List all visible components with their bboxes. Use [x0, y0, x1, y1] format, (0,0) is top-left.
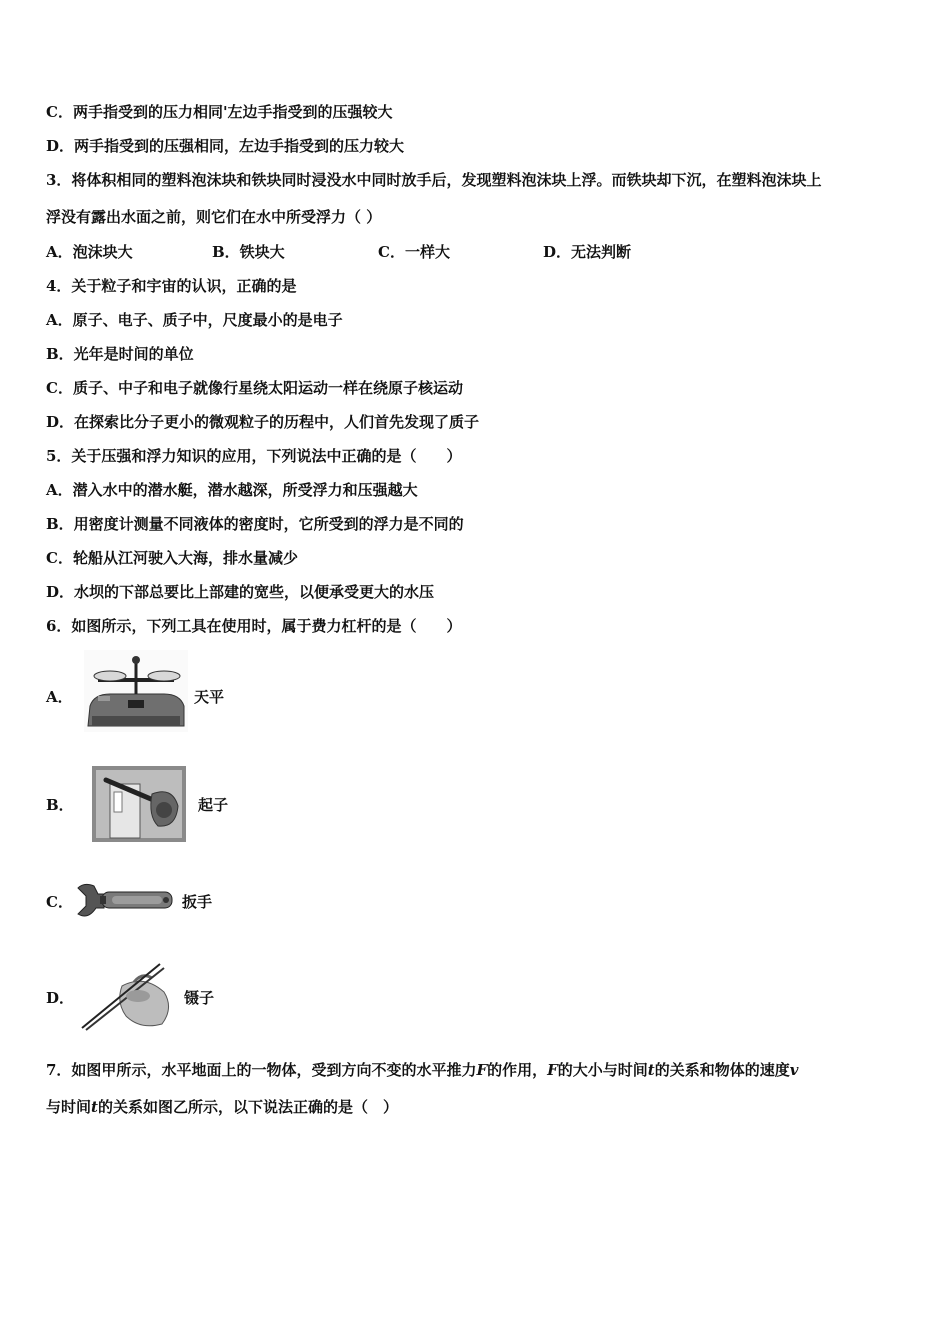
- q6-option-a-name: 天平: [194, 688, 225, 706]
- q7-var-f: F: [476, 1061, 488, 1079]
- balance-scale-photo-icon: [84, 650, 188, 732]
- q7-text-2a: 与时间: [46, 1098, 92, 1116]
- q6-option-c-name: 扳手: [182, 893, 213, 911]
- q4-option-b: B．光年是时间的单位: [46, 345, 194, 363]
- q7-var-f-2: F: [547, 1061, 558, 1079]
- q7-text-1d: 的关系和物体的速度: [654, 1061, 790, 1079]
- q6-option-d-letter: D．: [46, 989, 75, 1007]
- q7-text-1a: 7．如图甲所示，水平地面上的一物体，受到方向不变的水平推力: [46, 1061, 477, 1079]
- q5-option-c: C．轮船从江河驶入大海，排水量减少: [46, 549, 298, 567]
- q6-option-b-name: 起子: [198, 796, 229, 814]
- q3-option-d: D．无法判断: [543, 243, 632, 261]
- bottle-opener-photo-icon: [92, 766, 186, 842]
- tweezers-photo-icon: [78, 956, 176, 1032]
- q2-option-d: D．两手指受到的压强相同，左边手指受到的压力较大: [46, 137, 405, 155]
- q6-option-a-letter: A．: [46, 688, 73, 706]
- q3-stem-line2: 浮没有露出水面之前，则它们在水中所受浮力（ ）: [46, 208, 382, 226]
- wrench-photo-icon: [74, 880, 176, 922]
- q3-option-b: B．铁块大: [212, 243, 285, 261]
- q6-option-d-name: 镊子: [184, 989, 215, 1007]
- q2-option-c: C．两手指受到的压力相同'左边手指受到的压强较大: [46, 103, 393, 121]
- q4-stem: 4．关于粒子和宇宙的认识，正确的是: [46, 277, 297, 295]
- q4-option-c: C．质子、中子和电子就像行星绕太阳运动一样在绕原子核运动: [46, 379, 463, 397]
- q4-option-a: A．原子、电子、质子中，尺度最小的是电子: [46, 311, 343, 329]
- q6-option-b-letter: B．: [46, 796, 74, 814]
- q7-text-1c: 的大小与时间: [557, 1061, 648, 1079]
- q6-stem: 6．如图所示，下列工具在使用时，属于费力杠杆的是（ ）: [46, 617, 462, 635]
- q7-text-2b: 的关系如图乙所示，以下说法正确的是（ ）: [97, 1098, 398, 1116]
- q3-stem-line1: 3．将体积相同的塑料泡沫块和铁块同时浸没水中同时放手后，发现塑料泡沫块上浮。而铁块却下沉，在塑料泡沫块上: [46, 171, 822, 189]
- q7-var-v: v: [789, 1061, 799, 1079]
- q5-stem: 5．关于压强和浮力知识的应用，下列说法中正确的是（ ）: [46, 447, 462, 465]
- q5-option-d: D．水坝的下部总要比上部建的宽些，以便承受更大的水压: [46, 583, 435, 601]
- q7-text-1b: 的作用，: [487, 1061, 548, 1079]
- q7-var-t-2: t: [91, 1098, 98, 1116]
- q3-option-c: C．一样大: [378, 243, 450, 261]
- q5-option-b: B．用密度计测量不同液体的密度时，它所受到的浮力是不同的: [46, 515, 464, 533]
- q3-option-a: A．泡沫块大: [46, 243, 133, 261]
- q6-option-c-letter: C．: [46, 893, 73, 911]
- q7-var-t: t: [647, 1061, 655, 1079]
- q7-stem-line1: [46, 1060, 798, 1080]
- q7-stem-line2: [46, 1097, 398, 1117]
- q5-option-a: A．潜入水中的潜水艇，潜水越深，所受浮力和压强越大: [46, 481, 418, 499]
- q4-option-d: D．在探索比分子更小的微观粒子的历程中，人们首先发现了质子: [46, 413, 480, 431]
